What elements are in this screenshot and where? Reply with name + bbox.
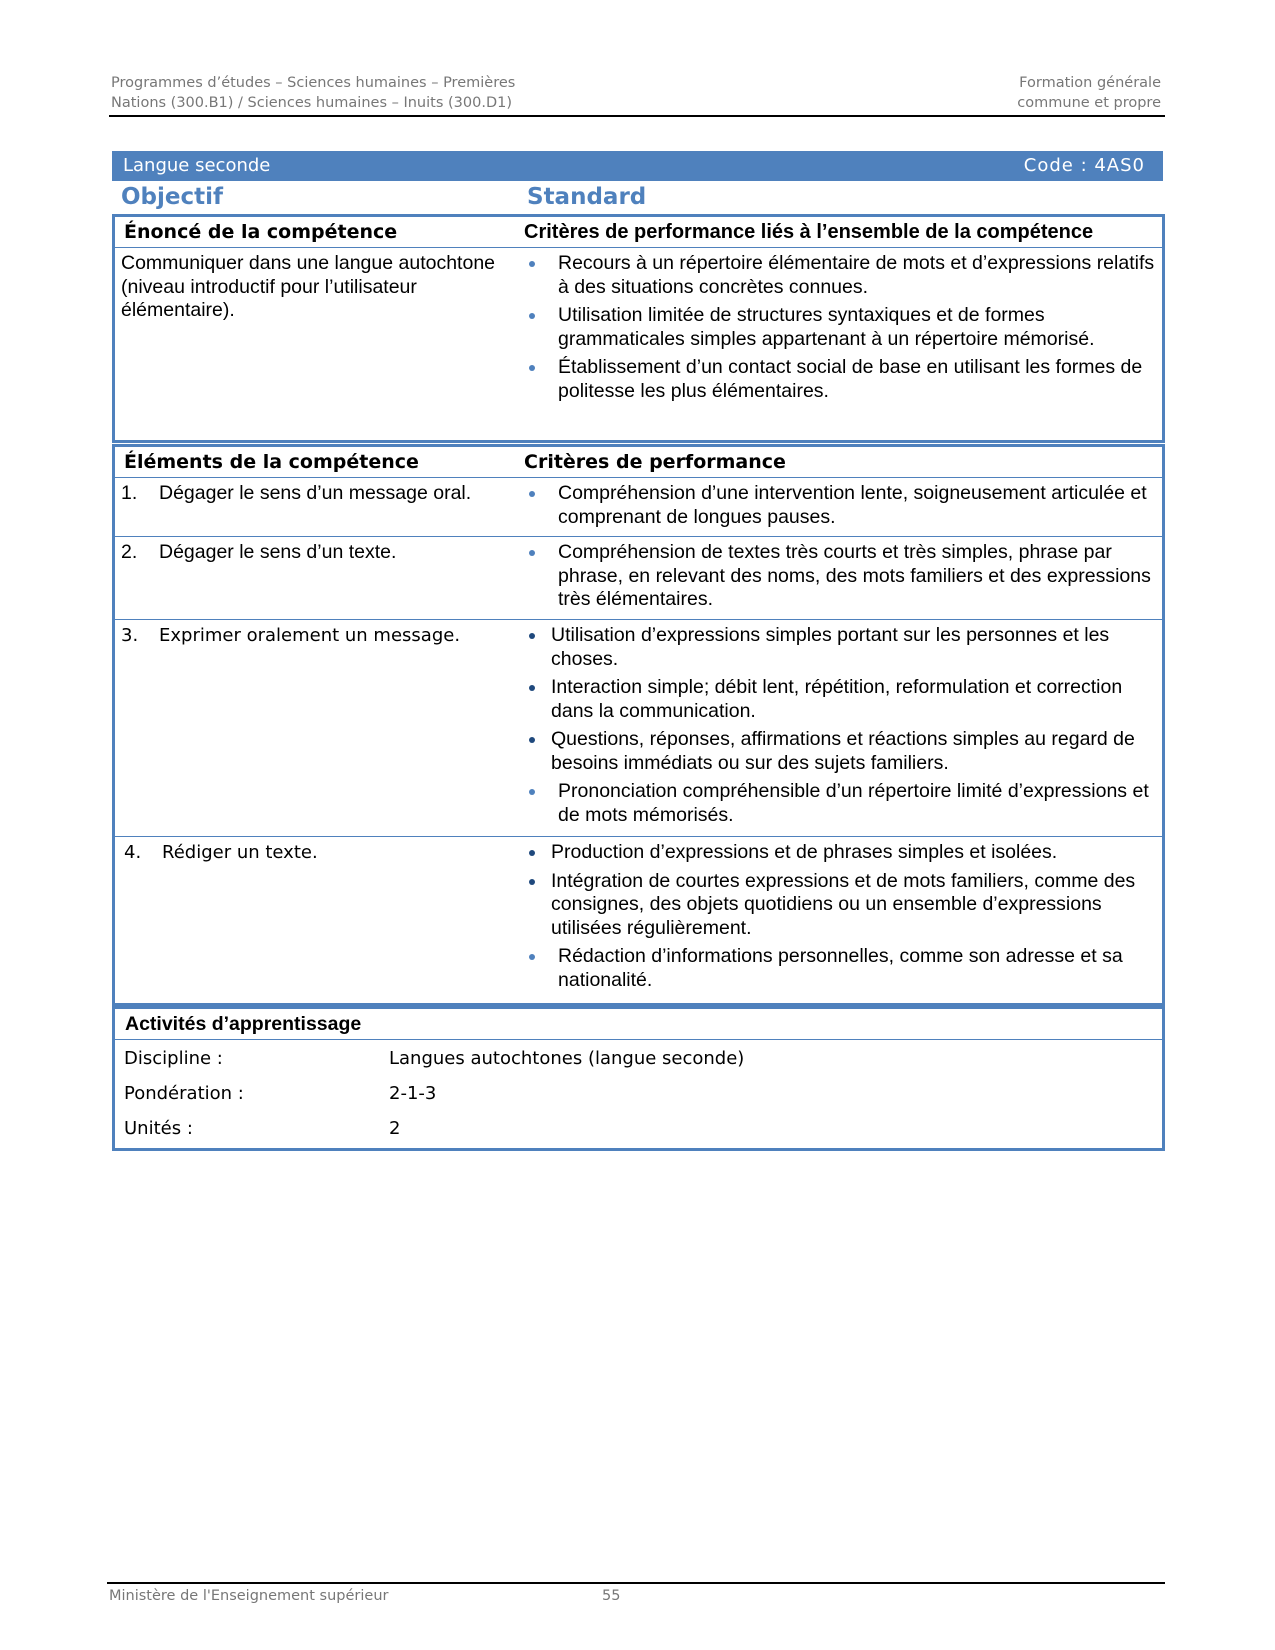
page-header (109, 74, 1165, 117)
activity-value: 2-1-3 (389, 1083, 437, 1104)
element-text (121, 482, 511, 506)
elements-header-row (115, 447, 1162, 478)
page-footer (107, 1582, 1165, 1604)
list-item (518, 780, 1158, 827)
list-item (518, 624, 1158, 671)
element-label: Dégager le sens d’un texte. (159, 541, 397, 563)
bullet-icon (529, 737, 535, 743)
competence-body-row (115, 248, 1162, 438)
criterion-text: Production d’expressions et de phrases simples et isolées. (551, 841, 1058, 863)
element-text (124, 841, 514, 865)
header-formation (1017, 74, 1161, 113)
course-title: Langue seconde (123, 155, 271, 176)
activity-row-discipline (115, 1040, 1162, 1075)
bullet-icon (529, 550, 535, 556)
element-text (121, 541, 511, 565)
element-label: Dégager le sens d’un message oral. (159, 482, 472, 504)
activity-value: 2 (389, 1118, 401, 1139)
activities-header-row (115, 1009, 1162, 1040)
element-row-4 (115, 837, 1162, 999)
activity-label: Discipline : (124, 1048, 223, 1069)
element-criteria (518, 624, 1158, 832)
header-right-line-1: Formation générale (1019, 75, 1161, 91)
element-number: 1. (121, 482, 138, 504)
header-program-title (111, 74, 515, 113)
list-item (518, 252, 1158, 299)
element-row-3 (115, 620, 1162, 837)
list-item (518, 728, 1158, 775)
activity-label: Pondération : (124, 1083, 244, 1104)
header-line-2: Nations (300.B1) / Sciences humaines – Inuits (300.D1) (111, 94, 512, 111)
bullet-icon (529, 633, 535, 639)
list-item (518, 356, 1158, 403)
bullet-icon (529, 850, 535, 856)
competence-criteria-list (518, 252, 1158, 408)
activity-row-unites (115, 1110, 1162, 1145)
element-text (121, 624, 511, 648)
footer-ministry: Ministère de l'Enseignement supérieur (109, 1588, 389, 1604)
standard-heading: Standard (527, 184, 647, 210)
activity-row-ponderation (115, 1075, 1162, 1110)
activity-label: Unités : (124, 1118, 193, 1139)
criterion-text: Utilisation d’expressions simples portant sur les personnes et les choses. (551, 624, 1110, 670)
criterion-text: Compréhension de textes très courts et très simples, phrase par phrase, en relevant des noms, des mots familiers et des expressions très élémentaires. (558, 541, 1151, 610)
competence-statement-header: Énoncé de la compétence (124, 221, 398, 243)
element-number: 3. (121, 625, 139, 646)
criterion-text: Utilisation limitée de structures syntaxiques et de formes grammaticales simples appartenant à un répertoire mémorisé. (558, 304, 1095, 350)
element-number: 4. (124, 842, 142, 863)
list-item (518, 870, 1158, 941)
elements-criteria-header: Critères de performance (524, 451, 786, 473)
activity-value: Langues autochtones (langue seconde) (389, 1048, 745, 1069)
element-criteria (518, 482, 1158, 534)
criterion-text: Compréhension d’une intervention lente, soigneusement articulée et comprenant de longues pauses. (558, 482, 1147, 528)
list-item (518, 676, 1158, 723)
header-line-1: Programmes d’études – Sciences humaines – Premières (111, 75, 516, 91)
activities-table (112, 1006, 1165, 1151)
course-band (112, 151, 1163, 181)
criterion-text: Recours à un répertoire élémentaire de mots et d’expressions relatifs à des situations concrètes connues. (558, 252, 1155, 298)
criterion-text: Rédaction d’informations personnelles, comme son adresse et sa nationalité. (558, 945, 1123, 991)
bullet-icon (529, 261, 535, 267)
bullet-icon (529, 954, 535, 960)
list-item (518, 541, 1158, 612)
criterion-text: Prononciation compréhensible d’un répertoire limité d’expressions et de mots mémorisés. (558, 780, 1149, 826)
elements-table (112, 444, 1165, 1006)
elements-header: Éléments de la compétence (124, 451, 419, 473)
bullet-icon (529, 491, 535, 497)
page-number: 55 (602, 1588, 621, 1604)
element-criteria (518, 841, 1158, 997)
list-item (518, 304, 1158, 351)
element-criteria (518, 541, 1158, 617)
bullet-icon (529, 365, 535, 371)
criterion-text: Interaction simple; débit lent, répétition, reformulation et correction dans la communication. (551, 676, 1123, 722)
element-number: 2. (121, 541, 138, 563)
element-label: Exprimer oralement un message. (159, 625, 461, 646)
competence-statement: Communiquer dans une langue autochtone (niveau introductif pour l’utilisateur élémentaire). (121, 252, 496, 321)
element-row-2 (115, 537, 1162, 620)
competence-table (112, 214, 1165, 443)
competence-header-row (115, 217, 1162, 248)
competence-criteria-header: Critères de performance liés à l’ensemble de la compétence (524, 221, 1094, 243)
bullet-icon (529, 789, 535, 795)
bullet-icon (529, 879, 535, 885)
course-code: Code : 4AS0 (1023, 155, 1145, 176)
element-row-1 (115, 478, 1162, 537)
activities-header: Activités d’apprentissage (125, 1013, 362, 1035)
element-label: Rédiger un texte. (162, 842, 318, 863)
criterion-text: Établissement d’un contact social de base en utilisant les formes de politesse les plus élémentaires. (558, 356, 1143, 402)
criterion-text: Intégration de courtes expressions et de mots familiers, comme des consignes, des objets quotidiens ou un ensemble d’expressions utilisées régulièrement. (551, 869, 1136, 939)
criterion-text: Questions, réponses, affirmations et réactions simples au regard de besoins immédiats ou sur des sujets familiers. (551, 728, 1135, 774)
objectif-heading: Objectif (121, 184, 224, 210)
bullet-icon (529, 313, 535, 319)
list-item (518, 482, 1158, 529)
header-right-line-2: commune et propre (1017, 94, 1161, 111)
list-item (518, 841, 1158, 865)
list-item (518, 945, 1158, 992)
bullet-icon (529, 685, 535, 691)
